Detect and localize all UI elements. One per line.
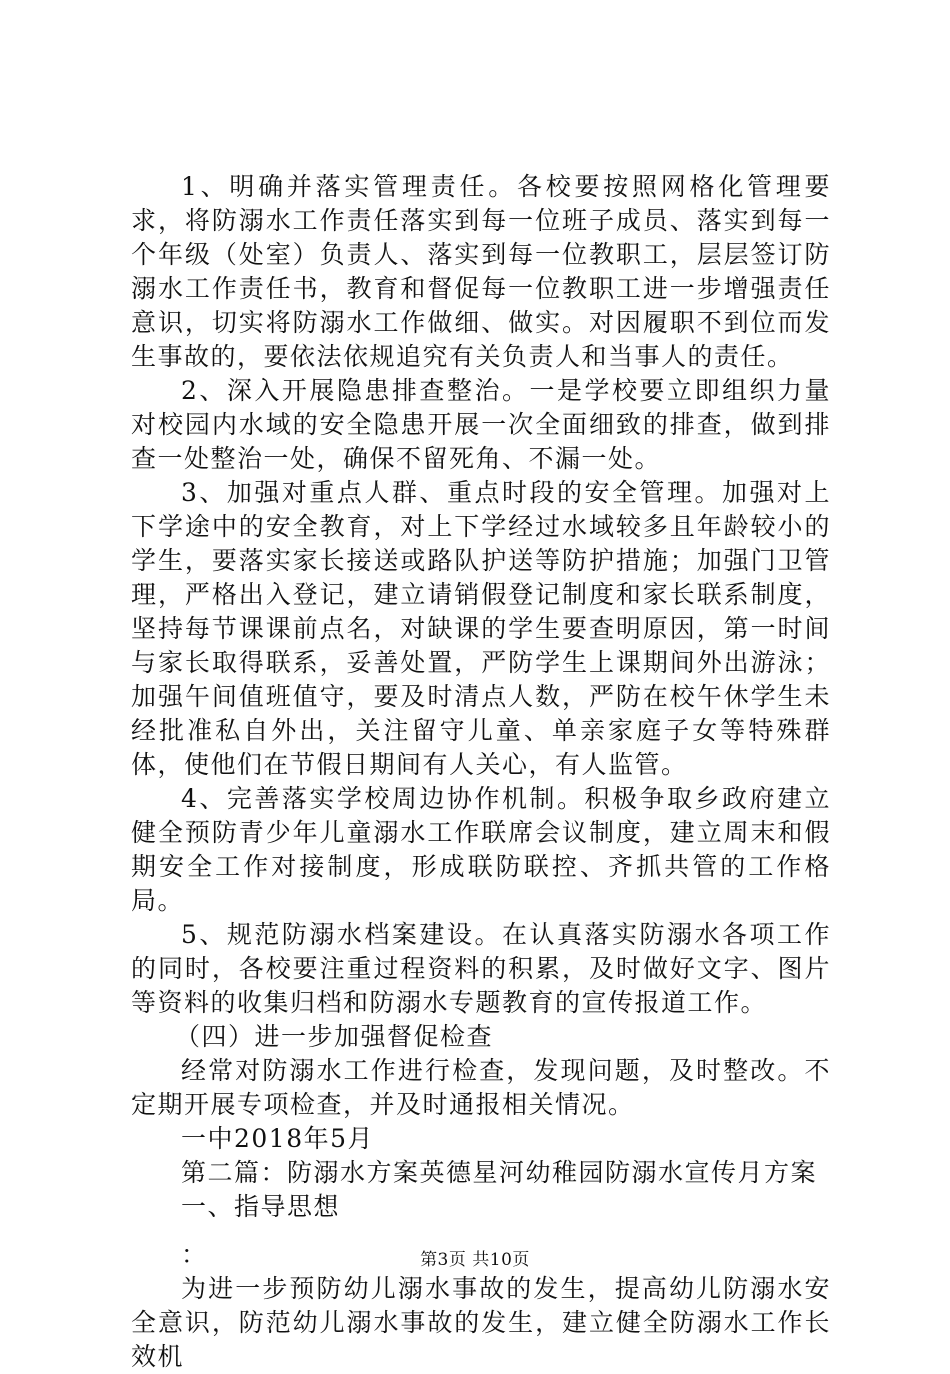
chapter-title: 第二篇：防溺水方案英德星河幼稚园防溺水宣传月方案 [181, 1158, 818, 1187]
paragraph-prevention: 为进一步预防幼儿溺水事故的发生，提高幼儿防溺水安全意识，防范幼儿溺水事故的发生，建立健全防溺水工作长效机 [131, 1274, 831, 1371]
paragraph-hazard-inspection: 2、深入开展隐患排查整治。一是学校要立即组织力量对校园内水域的安全隐患开展一次全面细致的排查，做到排查一处整治一处，确保不留死角、不漏一处。 [131, 376, 831, 473]
document-body [131, 170, 831, 1374]
date-line: 一中2018年5月 [181, 1124, 375, 1153]
section-heading-supervision: （四）进一步加强督促检查 [175, 1022, 494, 1051]
page-number: 第3页 共10页 [420, 1250, 530, 1270]
colon-line: ： [181, 1240, 208, 1269]
paragraph-responsibility: 1、明确并落实管理责任。各校要按照网格化管理要求，将防溺水工作责任落实到每一位班子成员、落实到每一个年级（处室）负责人、落实到每一位教职工，层层签订防溺水工作责任书，教育和督促每一位教职工进一步增强责任意识，切实将防溺水工作做细、做实。对因履职不到位而发生事故的，要依法依规追究有关负责人和当事人的责任。 [131, 172, 831, 371]
paragraph-archives: 5、规范防溺水档案建设。在认真落实防溺水各项工作的同时，各校要注重过程资料的积累，及时做好文字、图片等资料的收集归档和防溺水专题教育的宣传报道工作。 [131, 920, 831, 1017]
paragraph-inspection: 经常对防溺水工作进行检查，发现问题，及时整改。不定期开展专项检查，并及时通报相关情况。 [131, 1056, 831, 1119]
section-heading-guiding-ideology: 一、指导思想 [181, 1192, 341, 1221]
paragraph-key-groups: 3、加强对重点人群、重点时段的安全管理。加强对上下学途中的安全教育，对上下学经过水域较多且年龄较小的学生，要落实家长接送或路队护送等防护措施；加强门卫管理，严格出入登记，建立请销假登记制度和家长联系制度，坚持每节课课前点名，对缺课的学生要查明原因，第一时间与家长取得联系，妥善处置，严防学生上课期间外出游泳；加强午间值班值守，要及时清点人数，严防在校午休学生未经批准私自外出，关注留守儿童、单亲家庭子女等特殊群体，使他们在节假日期间有人关心，有人监管。 [131, 478, 831, 779]
paragraph-cooperation: 4、完善落实学校周边协作机制。积极争取乡政府建立健全预防青少年儿童溺水工作联席会议制度，建立周末和假期安全工作对接制度，形成联防联控、齐抓共管的工作格局。 [131, 784, 831, 915]
